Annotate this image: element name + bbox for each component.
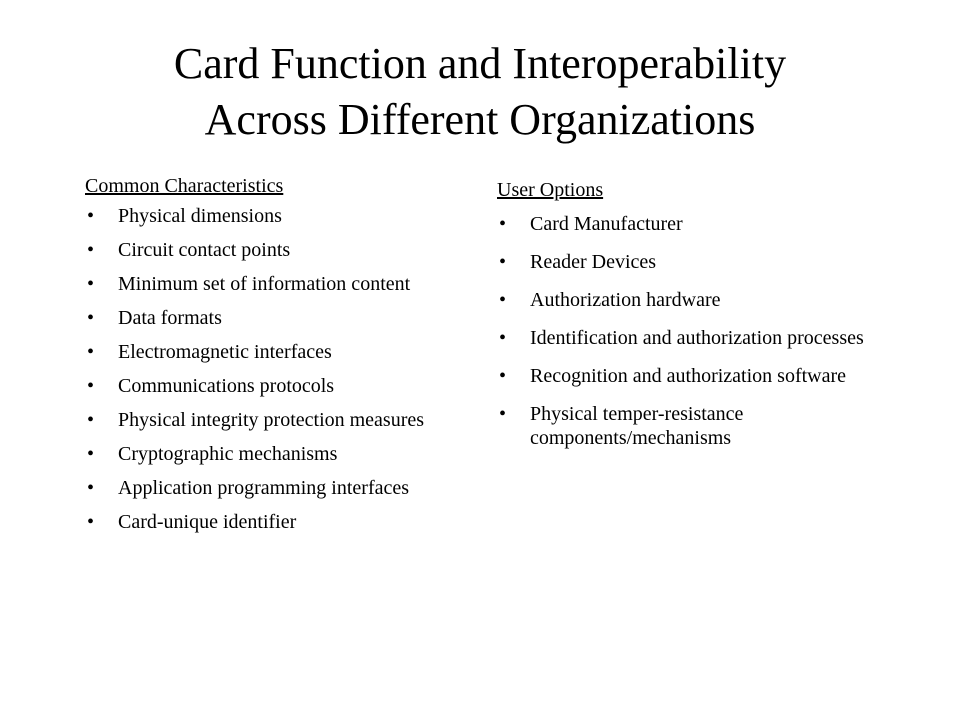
list-item bbox=[497, 326, 917, 350]
bullet-icon: • bbox=[499, 213, 507, 235]
list-item bbox=[85, 238, 465, 262]
bullet-icon: • bbox=[87, 375, 95, 397]
list-item-text: Circuit contact points bbox=[118, 239, 291, 261]
user-options-list bbox=[497, 212, 917, 450]
list-item bbox=[497, 402, 917, 450]
bullet-icon: • bbox=[87, 443, 95, 465]
list-item-text: Recognition and authorization software bbox=[530, 365, 847, 387]
list-item-text: Physical integrity protection measures bbox=[118, 409, 425, 431]
list-item bbox=[85, 442, 465, 466]
list-item bbox=[497, 212, 917, 236]
bullet-icon: • bbox=[87, 511, 95, 533]
list-item bbox=[85, 204, 465, 228]
bullet-icon: • bbox=[87, 239, 95, 261]
list-item bbox=[85, 306, 465, 330]
list-item-text: Application programming interfaces bbox=[118, 477, 410, 499]
list-item-text: Electromagnetic interfaces bbox=[118, 341, 332, 363]
list-item-text: Physical temper-resistance components/mechanisms bbox=[530, 403, 744, 449]
user-options-column bbox=[497, 178, 917, 464]
title-line-1: Card Function and Interoperability bbox=[173, 39, 787, 88]
list-item bbox=[497, 288, 917, 312]
list-item-text: Minimum set of information content bbox=[118, 273, 411, 295]
list-item-text: Reader Devices bbox=[530, 251, 657, 273]
bullet-icon: • bbox=[87, 477, 95, 499]
list-item-text: Data formats bbox=[118, 307, 222, 329]
bullet-icon: • bbox=[87, 307, 95, 329]
list-item bbox=[497, 364, 917, 388]
bullet-icon: • bbox=[499, 289, 507, 311]
list-item bbox=[85, 510, 465, 534]
list-item-text: Communications protocols bbox=[118, 375, 335, 397]
title-line-2: Across Different Organizations bbox=[204, 95, 756, 144]
list-item bbox=[85, 408, 465, 432]
list-item bbox=[85, 374, 465, 398]
list-item bbox=[497, 250, 917, 274]
common-characteristics-list bbox=[85, 204, 465, 534]
common-characteristics-heading: Common Characteristics bbox=[85, 175, 284, 197]
list-item bbox=[85, 340, 465, 364]
bullet-icon: • bbox=[87, 341, 95, 363]
bullet-icon: • bbox=[87, 273, 95, 295]
bullet-icon: • bbox=[499, 365, 507, 387]
bullet-icon: • bbox=[87, 205, 95, 227]
bullet-icon: • bbox=[499, 251, 507, 273]
list-item bbox=[85, 476, 465, 500]
list-item-text: Card-unique identifier bbox=[118, 511, 297, 533]
list-item-text: Card Manufacturer bbox=[530, 213, 683, 235]
list-item bbox=[85, 272, 465, 296]
bullet-icon: • bbox=[87, 409, 95, 431]
list-item-text: Physical dimensions bbox=[118, 205, 282, 227]
bullet-icon: • bbox=[499, 403, 507, 425]
bullet-icon: • bbox=[499, 327, 507, 349]
list-item-text: Identification and authorization processes bbox=[530, 327, 864, 349]
list-item-text: Cryptographic mechanisms bbox=[118, 443, 338, 465]
list-item-text: Authorization hardware bbox=[530, 289, 721, 311]
slide-title bbox=[0, 36, 960, 148]
common-characteristics-column bbox=[85, 174, 465, 544]
user-options-heading: User Options bbox=[497, 179, 604, 201]
